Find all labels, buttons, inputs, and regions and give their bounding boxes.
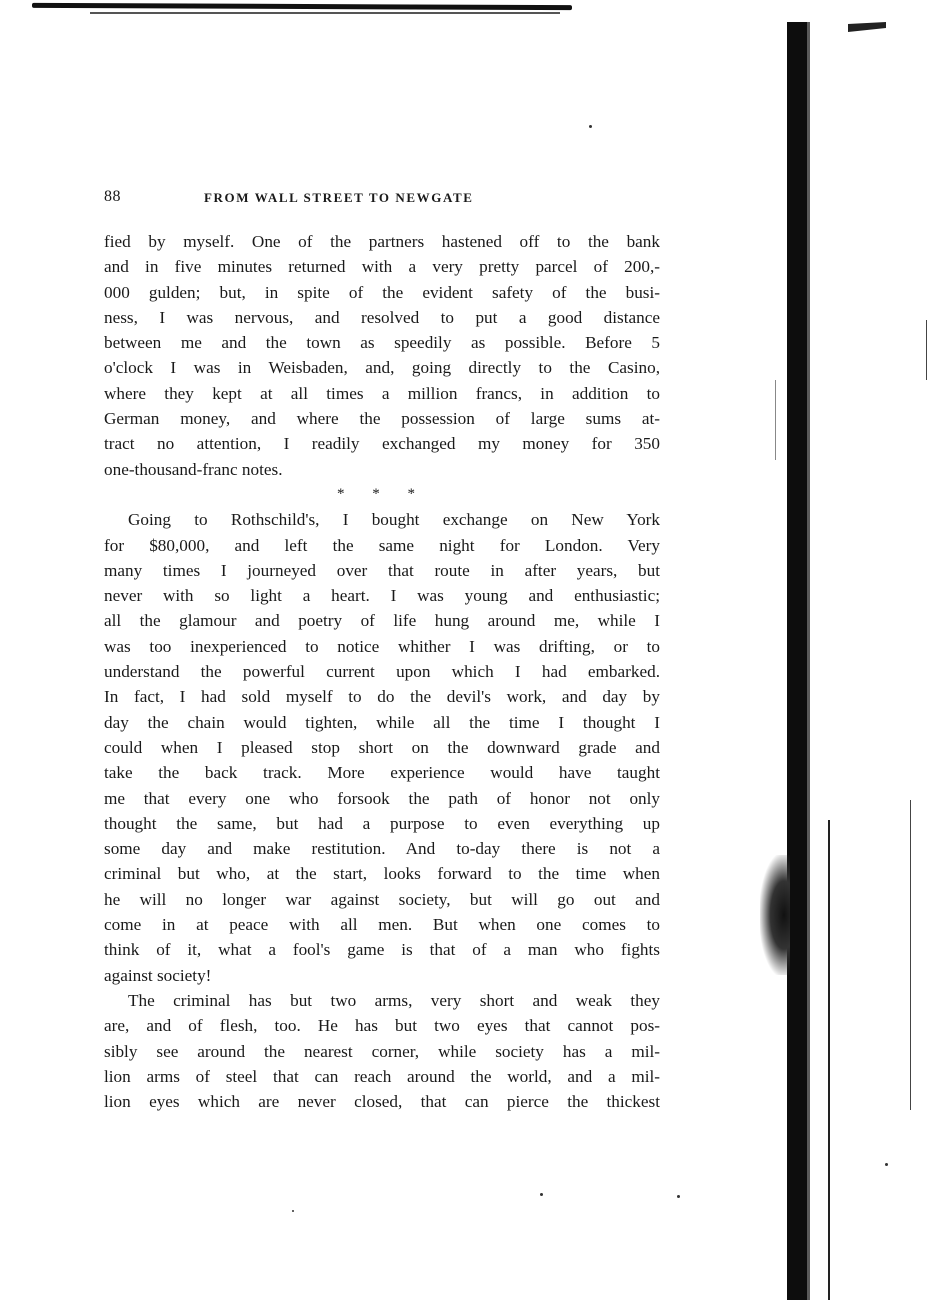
scan-speck	[589, 125, 592, 128]
text-line: ness, I was nervous, and resolved to put a good distance	[104, 307, 660, 327]
text-line: In fact, I had sold myself to do the devil's work, and day by	[104, 687, 660, 707]
text-line: between me and the town as speedily as possible. Before 5	[104, 333, 660, 353]
text-line: for $80,000, and left the same night for London. Very	[104, 535, 660, 555]
body-text	[104, 229, 660, 1114]
text-line: thought the same, but had a purpose to even everything up	[104, 813, 660, 833]
text-line: 000 gulden; but, in spite of the evident safety of the busi-	[104, 282, 660, 302]
text-line: and in five minutes returned with a very pretty parcel of 200,-	[104, 257, 660, 277]
page-header	[104, 188, 660, 212]
scan-speck	[540, 1193, 543, 1196]
text-line: lion arms of steel that can reach around the world, and a mil-	[104, 1066, 660, 1086]
running-title: FROM WALL STREET TO NEWGATE	[204, 190, 474, 205]
text-line: understand the powerful current upon which I had embarked.	[104, 662, 660, 682]
scan-margin-line	[828, 820, 830, 1300]
text-line: take the back track. More experience would have taught	[104, 763, 660, 783]
section-break: * * *	[337, 485, 427, 502]
text-line: The criminal has but two arms, very short and weak they	[128, 990, 660, 1010]
scan-margin-line	[910, 800, 911, 1110]
scan-speck	[885, 1163, 888, 1166]
binding-smudge	[760, 855, 790, 975]
text-line: all the glamour and poetry of life hung around me, while I	[104, 611, 660, 631]
scan-margin-line	[775, 380, 776, 460]
text-line: never with so light a heart. I was young and enthusiastic;	[104, 586, 660, 606]
text-line: could when I pleased stop short on the downward grade and	[104, 737, 660, 757]
text-line: against society!	[104, 965, 212, 985]
page-number: 88	[104, 188, 121, 205]
text-line: come in at peace with all men. But when one comes to	[104, 915, 660, 935]
book-binding-shadow	[787, 22, 807, 1300]
text-line: are, and of flesh, too. He has but two eyes that cannot pos-	[104, 1016, 660, 1036]
text-line: o'clock I was in Weisbaden, and, going directly to the Casino,	[104, 358, 660, 378]
text-line: Going to Rothschild's, I bought exchange on New York	[128, 510, 660, 530]
book-binding-edge	[807, 22, 810, 1300]
text-line: many times I journeyed over that route in after years, but	[104, 560, 660, 580]
text-line: was too inexperienced to notice whither I was drifting, or to	[104, 636, 660, 656]
text-line: criminal but who, at the start, looks forward to the time when	[104, 864, 660, 884]
text-line: sibly see around the nearest corner, while society has a mil-	[104, 1041, 660, 1061]
text-line: fied by myself. One of the partners hastened off to the bank	[104, 232, 660, 251]
text-line: lion eyes which are never closed, that can pierce the thickest	[104, 1092, 660, 1112]
scan-corner-mark	[848, 22, 886, 32]
text-line: German money, and where the possession of large sums at-	[104, 409, 660, 429]
text-line: think of it, what a fool's game is that of a man who fights	[104, 940, 660, 960]
text-line: where they kept at all times a million francs, in addition to	[104, 383, 660, 403]
scan-margin-line	[926, 320, 927, 380]
text-line: he will no longer war against society, but will go out and	[104, 889, 660, 909]
scan-edge-top	[32, 3, 572, 10]
scan-edge-top-shadow	[90, 12, 560, 14]
text-line: tract no attention, I readily exchanged my money for 350	[104, 434, 660, 454]
text-line: me that every one who forsook the path of honor not only	[104, 788, 660, 808]
scan-speck	[677, 1195, 680, 1198]
text-line: one-thousand-franc notes.	[104, 459, 283, 479]
text-line: day the chain would tighten, while all the time I thought I	[104, 712, 660, 732]
scan-speck	[292, 1210, 294, 1212]
text-line: some day and make restitution. And to-day there is not a	[104, 839, 660, 859]
